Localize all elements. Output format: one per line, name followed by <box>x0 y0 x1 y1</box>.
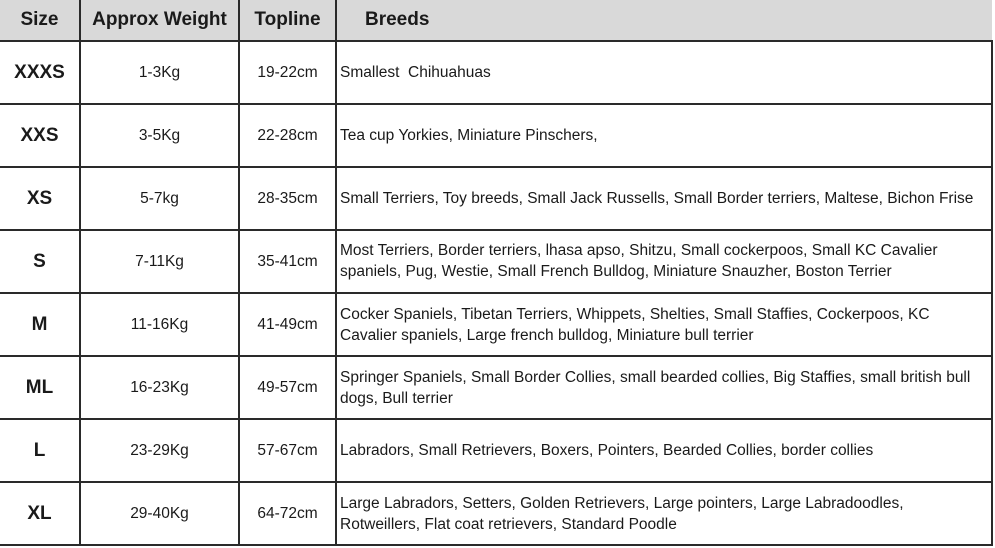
table-row <box>0 419 992 482</box>
header-topline: Topline <box>239 0 336 41</box>
header-breeds: Breeds <box>336 0 992 41</box>
size-cell: XXXS <box>0 41 80 104</box>
weight-cell: 1-3Kg <box>80 41 239 104</box>
size-cell: XXS <box>0 104 80 167</box>
table-row <box>0 167 992 230</box>
weight-cell: 23-29Kg <box>80 419 239 482</box>
breeds-cell: Labradors, Small Retrievers, Boxers, Pointers, Bearded Collies, border collies <box>336 419 992 482</box>
size-cell: ML <box>0 356 80 419</box>
breeds-cell: Smallest Chihuahuas <box>336 41 992 104</box>
weight-cell: 29-40Kg <box>80 482 239 545</box>
breeds-cell: Cocker Spaniels, Tibetan Terriers, Whippets, Shelties, Small Staffies, Cockerpoos, KC Cavalier spaniels, Large french bulldog, Miniature bull terrier <box>336 293 992 356</box>
table-row <box>0 41 992 104</box>
header-size: Size <box>0 0 80 41</box>
weight-cell: 5-7kg <box>80 167 239 230</box>
topline-cell: 28-35cm <box>239 167 336 230</box>
topline-cell: 35-41cm <box>239 230 336 293</box>
breeds-cell: Large Labradors, Setters, Golden Retrievers, Large pointers, Large Labradoodles, Rotweillers, Flat coat retrievers, Standard Poodle <box>336 482 992 545</box>
header-weight: Approx Weight <box>80 0 239 41</box>
topline-cell: 41-49cm <box>239 293 336 356</box>
table-row <box>0 293 992 356</box>
topline-cell: 22-28cm <box>239 104 336 167</box>
size-cell: XS <box>0 167 80 230</box>
breeds-cell: Small Terriers, Toy breeds, Small Jack Russells, Small Border terriers, Maltese, Bichon Frise <box>336 167 992 230</box>
table-row <box>0 482 992 545</box>
breeds-cell: Tea cup Yorkies, Miniature Pinschers, <box>336 104 992 167</box>
table-row <box>0 356 992 419</box>
weight-cell: 16-23Kg <box>80 356 239 419</box>
size-cell: L <box>0 419 80 482</box>
size-cell: XL <box>0 482 80 545</box>
table-row <box>0 230 992 293</box>
topline-cell: 64-72cm <box>239 482 336 545</box>
breeds-cell: Springer Spaniels, Small Border Collies, small bearded collies, Big Staffies, small british bull dogs, Bull terrier <box>336 356 992 419</box>
table-row <box>0 104 992 167</box>
table-header-row <box>0 0 992 41</box>
size-cell: S <box>0 230 80 293</box>
topline-cell: 49-57cm <box>239 356 336 419</box>
size-cell: M <box>0 293 80 356</box>
topline-cell: 19-22cm <box>239 41 336 104</box>
topline-cell: 57-67cm <box>239 419 336 482</box>
weight-cell: 3-5Kg <box>80 104 239 167</box>
weight-cell: 7-11Kg <box>80 230 239 293</box>
breeds-cell: Most Terriers, Border terriers, lhasa apso, Shitzu, Small cockerpoos, Small KC Cavalier spaniels, Pug, Westie, Small French Bulldog, Miniature Snauzher, Boston Terrier <box>336 230 992 293</box>
weight-cell: 11-16Kg <box>80 293 239 356</box>
